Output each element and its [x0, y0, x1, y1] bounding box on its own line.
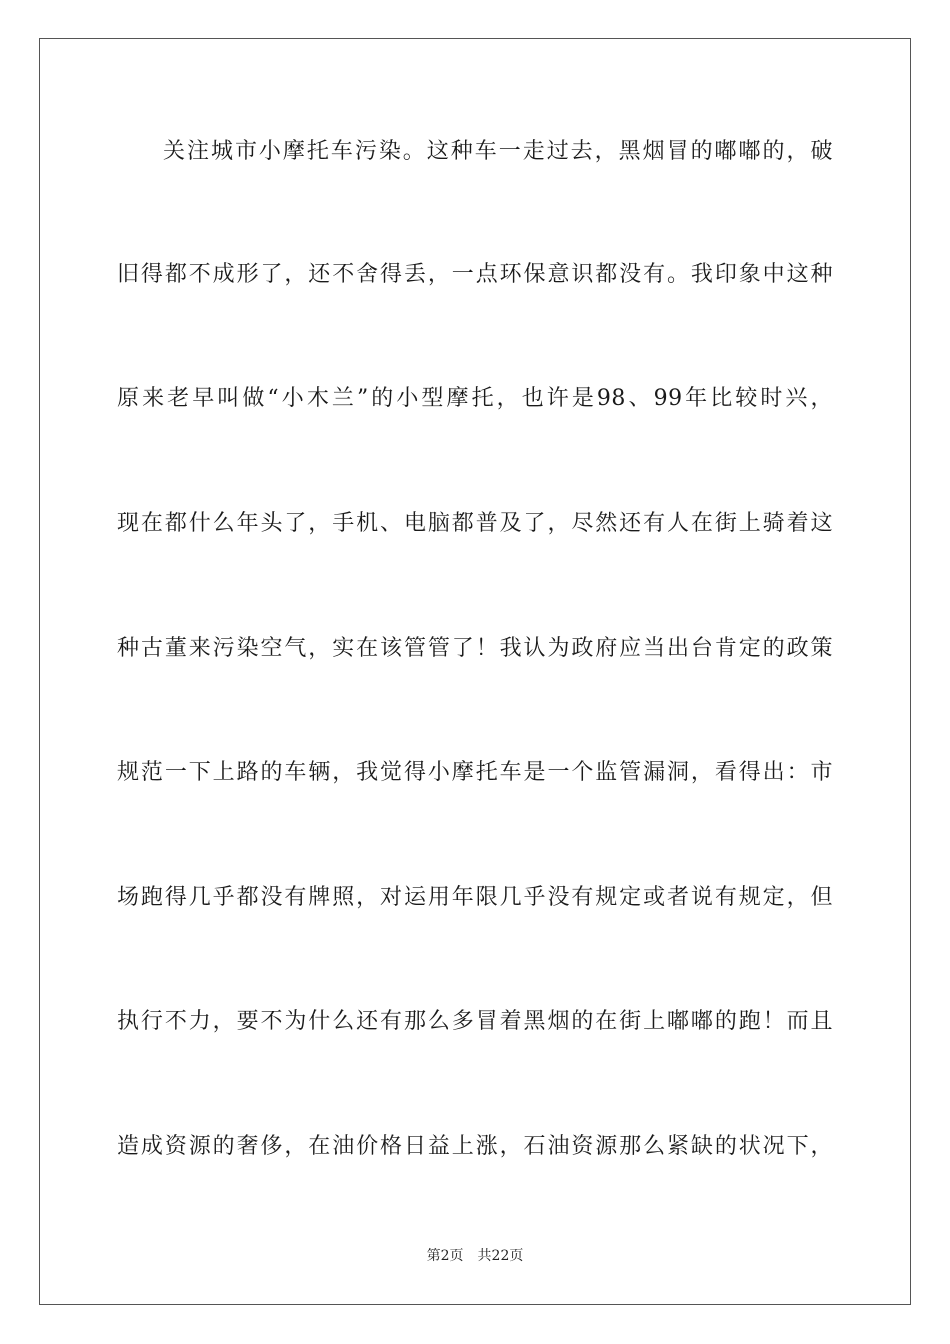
paragraph-line: 种古董来污染空气，实在该管管了！我认为政府应当出台肯定的政策	[117, 636, 833, 661]
paragraph-line: 关注城市小摩托车污染。这种车一走过去，黑烟冒的嘟嘟的，破	[163, 139, 833, 164]
page-total: 共22页	[477, 1248, 524, 1264]
paragraph-line: 规范一下上路的车辆，我觉得小摩托车是一个监管漏洞，看得出：市	[117, 760, 833, 785]
paragraph-line: 场跑得几乎都没有牌照，对运用年限几乎没有规定或者说有规定，但	[117, 885, 833, 910]
paragraph-line: 原来老早叫做“小木兰”的小型摩托，也许是98、99年比较时兴，	[117, 386, 833, 411]
page-border	[39, 38, 911, 1305]
paragraph-line: 现在都什么年头了，手机、电脑都普及了，尽然还有人在街上骑着这	[117, 511, 833, 536]
paragraph-line: 执行不力，要不为什么还有那么多冒着黑烟的在街上嘟嘟的跑！而且	[117, 1009, 833, 1034]
page-footer	[0, 1246, 950, 1266]
paragraph-line: 造成资源的奢侈，在油价格日益上涨，石油资源那么紧缺的状况下，	[117, 1134, 833, 1159]
paragraph-line: 旧得都不成形了，还不舍得丢，一点环保意识都没有。我印象中这种	[117, 262, 833, 287]
page-number: 第2页	[426, 1248, 464, 1264]
